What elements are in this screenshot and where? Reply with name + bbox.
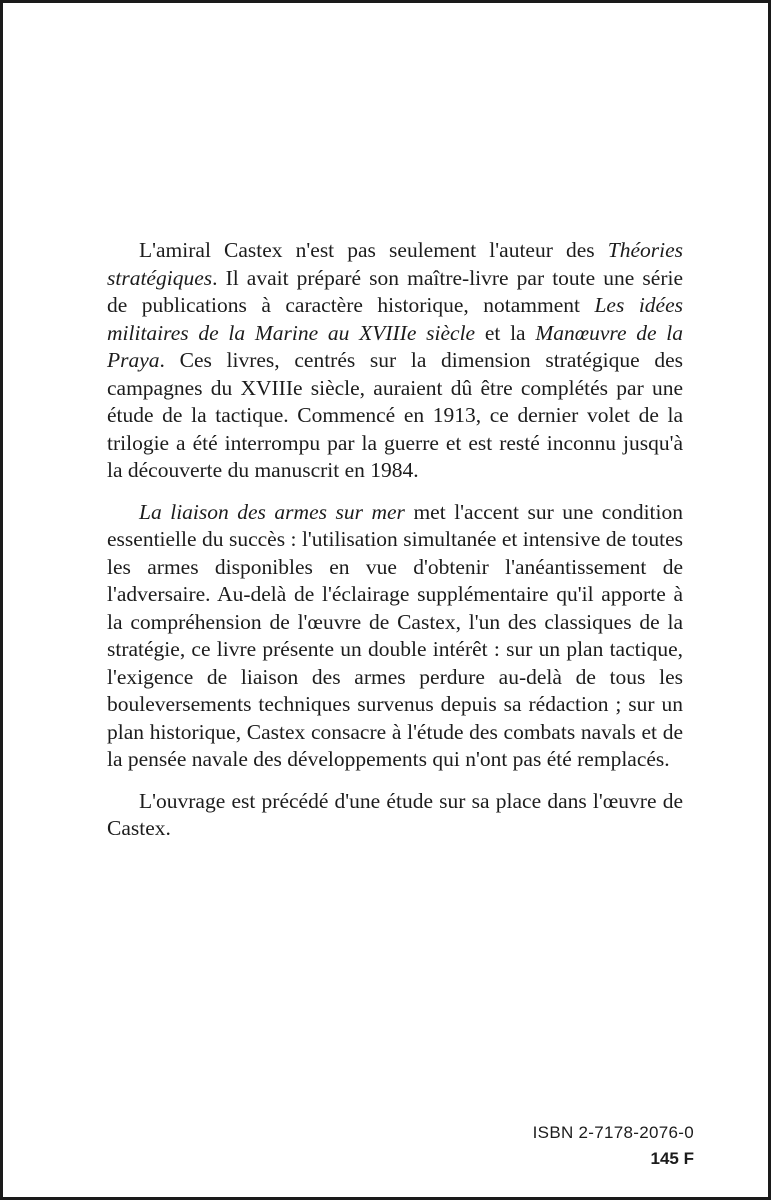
text-segment: et la [475,320,536,345]
blurb-paragraph-2 [107,499,683,774]
text-segment: L'amiral Castex n'est pas seulement l'auteur des [139,238,608,262]
text-segment: met l'accent sur une condition essentielle du succès : l'utilisation simultanée et intensive de toutes les armes disponibles en vue d'obtenir l'anéantissement de l'adversaire. Au-delà de l'éclairage supplémentaire qu'il apporte à la compréhension de l'œuvre de Castex, l'un des classiques de la stratégie, ce livre présente un double intérêt : sur un plan tactique, l'exigence de liaison des armes perdure au-delà de tous les bouleversements techniques survenus depuis sa rédaction ; sur un plan historique, Castex consacre à l'étude des combats navals et de la pensée navale des développements qui n'ont pas été remplacés. [107,499,683,771]
book-title-text: Théories stratégiques [107,238,683,290]
text-segment: . Ces livres, centrés sur la dimension stratégique des campagnes du XVIIIe siècle, auraient dû être complétés par une étude de la tactique. Commencé en 1913, ce dernier volet de la trilogie a été interrompu par la guerre et est resté inconnu jusqu'à la découverte du manuscrit en 1984. [107,348,683,482]
book-title-text: Les idées militaires de la Marine au XVIIIe siècle [107,293,683,345]
book-title-text: Manœuvre de la Praya [107,320,683,372]
blurb-paragraph-3 [107,788,683,843]
book-title-text: La liaison des armes sur mer [139,499,405,524]
isbn-number: ISBN 2-7178-2076-0 [532,1123,694,1142]
text-segment: . Il avait préparé son maître-livre par toute une série de publications à caractère historique, notamment [107,265,683,317]
blurb-text [107,237,683,857]
blurb-paragraph-1 [107,237,683,485]
text-segment: L'ouvrage est précédé d'une étude sur sa place dans l'œuvre de Castex. [107,788,683,840]
price-label: 145 F [650,1149,694,1168]
